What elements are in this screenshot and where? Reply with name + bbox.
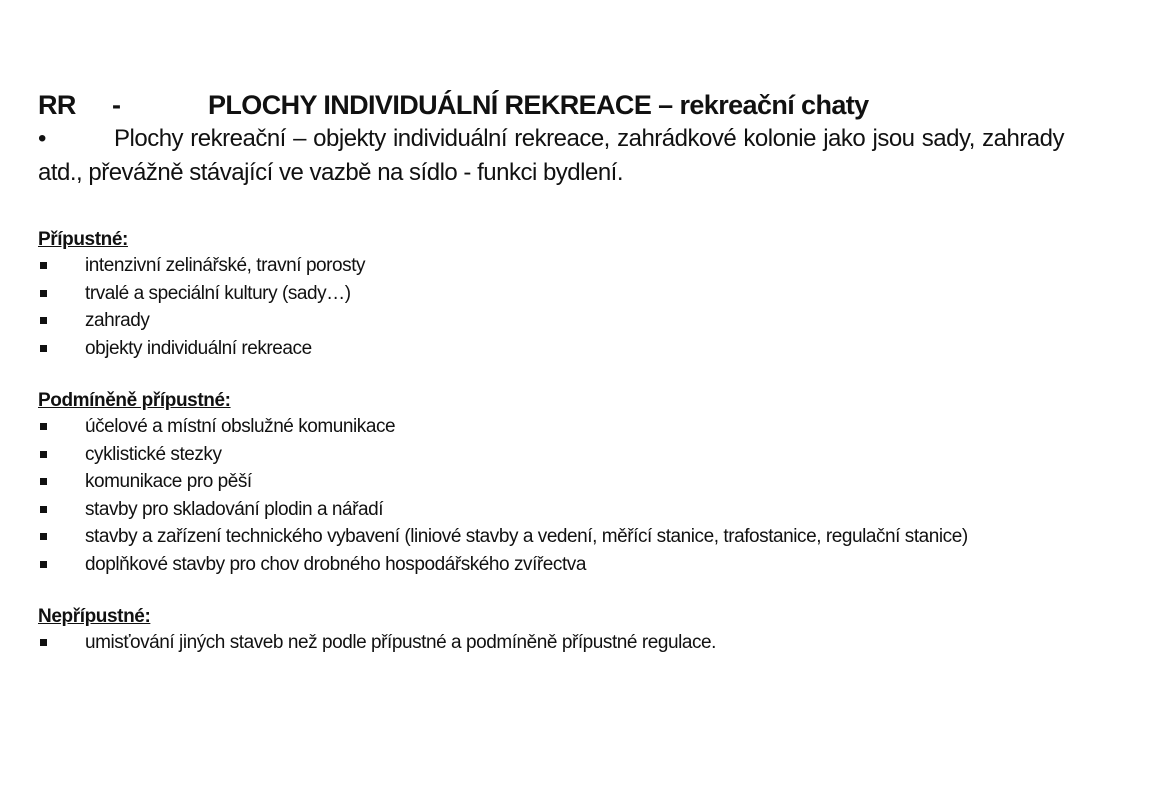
list-item-text: zahrady (85, 310, 150, 331)
square-bullet-icon (40, 345, 47, 352)
list-item (38, 523, 1005, 551)
list-item (38, 551, 1064, 579)
conditional-list (38, 413, 1064, 578)
list-item-text: komunikace pro pěší (85, 471, 252, 492)
intro-text: Plochy rekreační – objekty individuální rekreace, zahrádkové kolonie jako jsou sady, zahrady atd., převážně stávající ve vazbě na sídlo - funkci bydlení. (38, 125, 1064, 186)
list-item-text: účelové a místní obslužné komunikace (85, 416, 396, 437)
section-conditional (38, 389, 1064, 578)
square-bullet-icon (40, 451, 47, 458)
list-item (38, 629, 1064, 657)
list-item (38, 335, 1064, 363)
list-item-text: objekty individuální rekreace (85, 337, 312, 359)
square-bullet-icon (40, 639, 47, 646)
square-bullet-icon (40, 290, 47, 297)
list-item-text: doplňkové stavby pro chov drobného hospodářského zvířectva (85, 553, 586, 575)
document-heading (38, 88, 1064, 122)
square-bullet-icon (40, 478, 47, 485)
list-item-text: intenzivní zelinářské, travní porosty (85, 255, 366, 276)
list-item (38, 280, 1064, 308)
list-item (38, 413, 1064, 441)
list-item (38, 441, 1064, 469)
heading-dash: - (112, 90, 121, 120)
list-item-text: cyklistické stezky (85, 443, 222, 465)
list-item (38, 496, 1064, 524)
heading-title: PLOCHY INDIVIDUÁLNÍ REKREACE – rekreační chaty (208, 90, 869, 120)
list-item (38, 468, 1064, 496)
square-bullet-icon (40, 506, 47, 513)
square-bullet-icon (40, 317, 47, 324)
section-title-forbidden: Nepřípustné: (38, 606, 151, 627)
intro-paragraph (38, 122, 1064, 190)
section-permitted (38, 228, 1064, 362)
list-item (38, 252, 1064, 280)
forbidden-list (38, 629, 1064, 657)
list-item (38, 307, 1064, 335)
square-bullet-icon (40, 561, 47, 568)
list-item-text: umisťování jiných staveb než podle přípustné a podmíněně přípustné regulace. (85, 632, 716, 653)
section-title-permitted: Přípustné: (38, 229, 128, 250)
heading-code: RR (38, 90, 76, 120)
intro-bullet-icon: • (38, 125, 46, 152)
permitted-list (38, 252, 1064, 362)
document-page (38, 88, 1064, 657)
square-bullet-icon (40, 262, 47, 269)
list-item-text: stavby a zařízení technického vybavení (liniové stavby a vedení, měřící stanice, trafostanice, regulační stanice) (85, 526, 968, 547)
list-item-text: stavby pro skladování plodin a nářadí (85, 498, 384, 520)
square-bullet-icon (40, 533, 47, 540)
section-forbidden (38, 605, 1064, 657)
square-bullet-icon (40, 423, 47, 430)
section-title-conditional: Podmíněně přípustné: (38, 390, 231, 411)
list-item-text: trvalé a speciální kultury (sady…) (85, 282, 351, 304)
